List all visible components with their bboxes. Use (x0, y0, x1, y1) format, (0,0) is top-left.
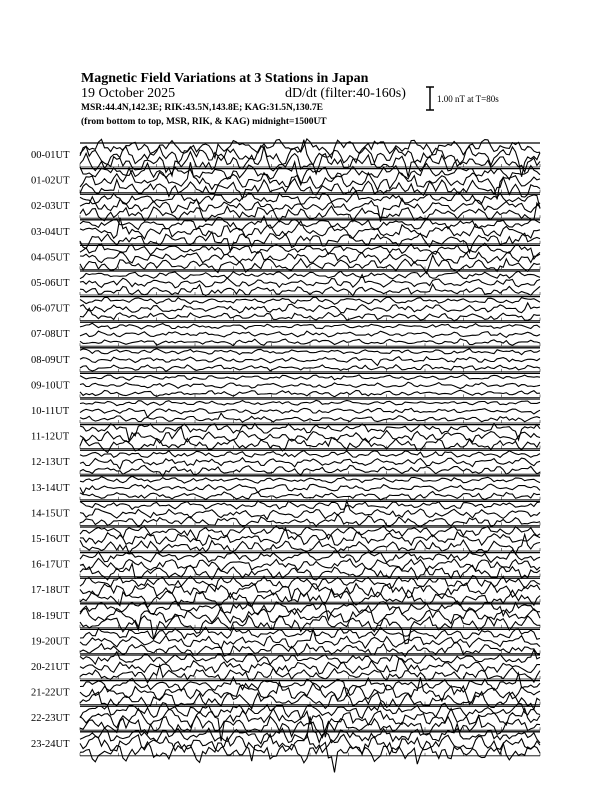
hour-row (31, 627, 540, 656)
hour-row (31, 191, 540, 222)
hour-label: 09-10UT (31, 380, 70, 392)
hour-row (31, 476, 540, 500)
rik-trace (80, 331, 540, 337)
hour-row (31, 348, 540, 372)
chart-date: 19 October 2025 (81, 86, 176, 101)
hour-row (31, 399, 540, 423)
hour-label: 05-06UT (31, 278, 70, 289)
hour-row (31, 243, 540, 273)
hour-label: 21-22UT (31, 687, 70, 699)
hour-label: 12-13UT (31, 457, 70, 469)
hour-label: 10-11UT (31, 406, 70, 417)
hour-row (31, 216, 540, 252)
kag-trace (80, 323, 540, 329)
hour-row (31, 501, 540, 527)
rik-trace (80, 218, 540, 239)
kag-trace (80, 424, 540, 441)
station-coordinates: MSR:44.4N,142.3E; RIK:43.5N,143.8E; KAG:31.5N,130.7E (81, 103, 323, 113)
hour-row (31, 139, 540, 177)
kag-trace (80, 375, 540, 381)
rik-trace (80, 408, 540, 417)
msr-trace (80, 465, 540, 476)
rik-trace (80, 528, 540, 546)
hour-label: 03-04UT (31, 226, 70, 238)
hour-label: 18-19UT (31, 610, 70, 622)
hour-row (31, 373, 540, 397)
msr-trace (80, 284, 540, 296)
scale-bar-label: 1.00 nT at T=80s (437, 94, 499, 104)
rik-trace (80, 658, 540, 674)
hour-label: 06-07UT (31, 303, 70, 315)
hour-row (31, 424, 540, 453)
hour-row (31, 601, 540, 644)
hour-row (31, 450, 540, 476)
msr-trace (80, 177, 540, 198)
hour-rows (31, 139, 540, 773)
rik-trace (80, 357, 540, 366)
rik-trace (80, 140, 540, 177)
msr-trace (80, 741, 540, 772)
rik-trace (80, 427, 540, 443)
kag-trace (80, 349, 540, 355)
hour-label: 11-12UT (31, 431, 70, 443)
hour-row (31, 271, 540, 296)
rik-trace (80, 458, 540, 469)
hour-label: 04-05UT (31, 252, 70, 264)
hour-row (31, 550, 540, 580)
hour-label: 22-23UT (31, 713, 70, 725)
hour-label: 07-08UT (31, 329, 70, 341)
hour-label: 08-09UT (31, 354, 70, 366)
rik-trace (80, 303, 540, 313)
hour-label: 13-14UT (31, 482, 70, 494)
kag-trace (80, 476, 540, 483)
hour-label: 14-15UT (31, 508, 70, 520)
hour-label: 02-03UT (31, 201, 70, 213)
filter-label: dD/dt (filter:40-160s) (285, 86, 406, 101)
hour-label: 00-01UT (31, 150, 70, 161)
hour-row (31, 650, 540, 683)
hour-label: 01-02UT (31, 175, 70, 187)
kag-trace (80, 271, 540, 279)
rik-trace (80, 382, 540, 388)
hour-label: 20-21UT (31, 662, 70, 673)
hour-row (31, 297, 540, 321)
rik-trace (80, 558, 540, 571)
kag-trace (80, 451, 540, 458)
hour-row (31, 526, 540, 554)
hour-row (31, 322, 540, 346)
hour-label: 19-20UT (31, 636, 70, 648)
kag-trace (80, 297, 540, 304)
station-order-note: (from bottom to top, MSR, RIK, & KAG) midnight=1500UT (81, 117, 327, 127)
chart-title: Magnetic Field Variations at 3 Stations in Japan (81, 71, 369, 86)
rik-trace (80, 583, 540, 600)
rik-trace (80, 484, 540, 494)
hour-label: 15-16UT (31, 534, 70, 545)
hour-label: 17-18UT (31, 585, 70, 597)
kag-trace (80, 400, 540, 405)
hour-label: 16-17UT (31, 559, 70, 571)
hour-label: 23-24UT (31, 738, 70, 750)
kag-trace (80, 501, 540, 509)
scale-bar (426, 87, 434, 110)
